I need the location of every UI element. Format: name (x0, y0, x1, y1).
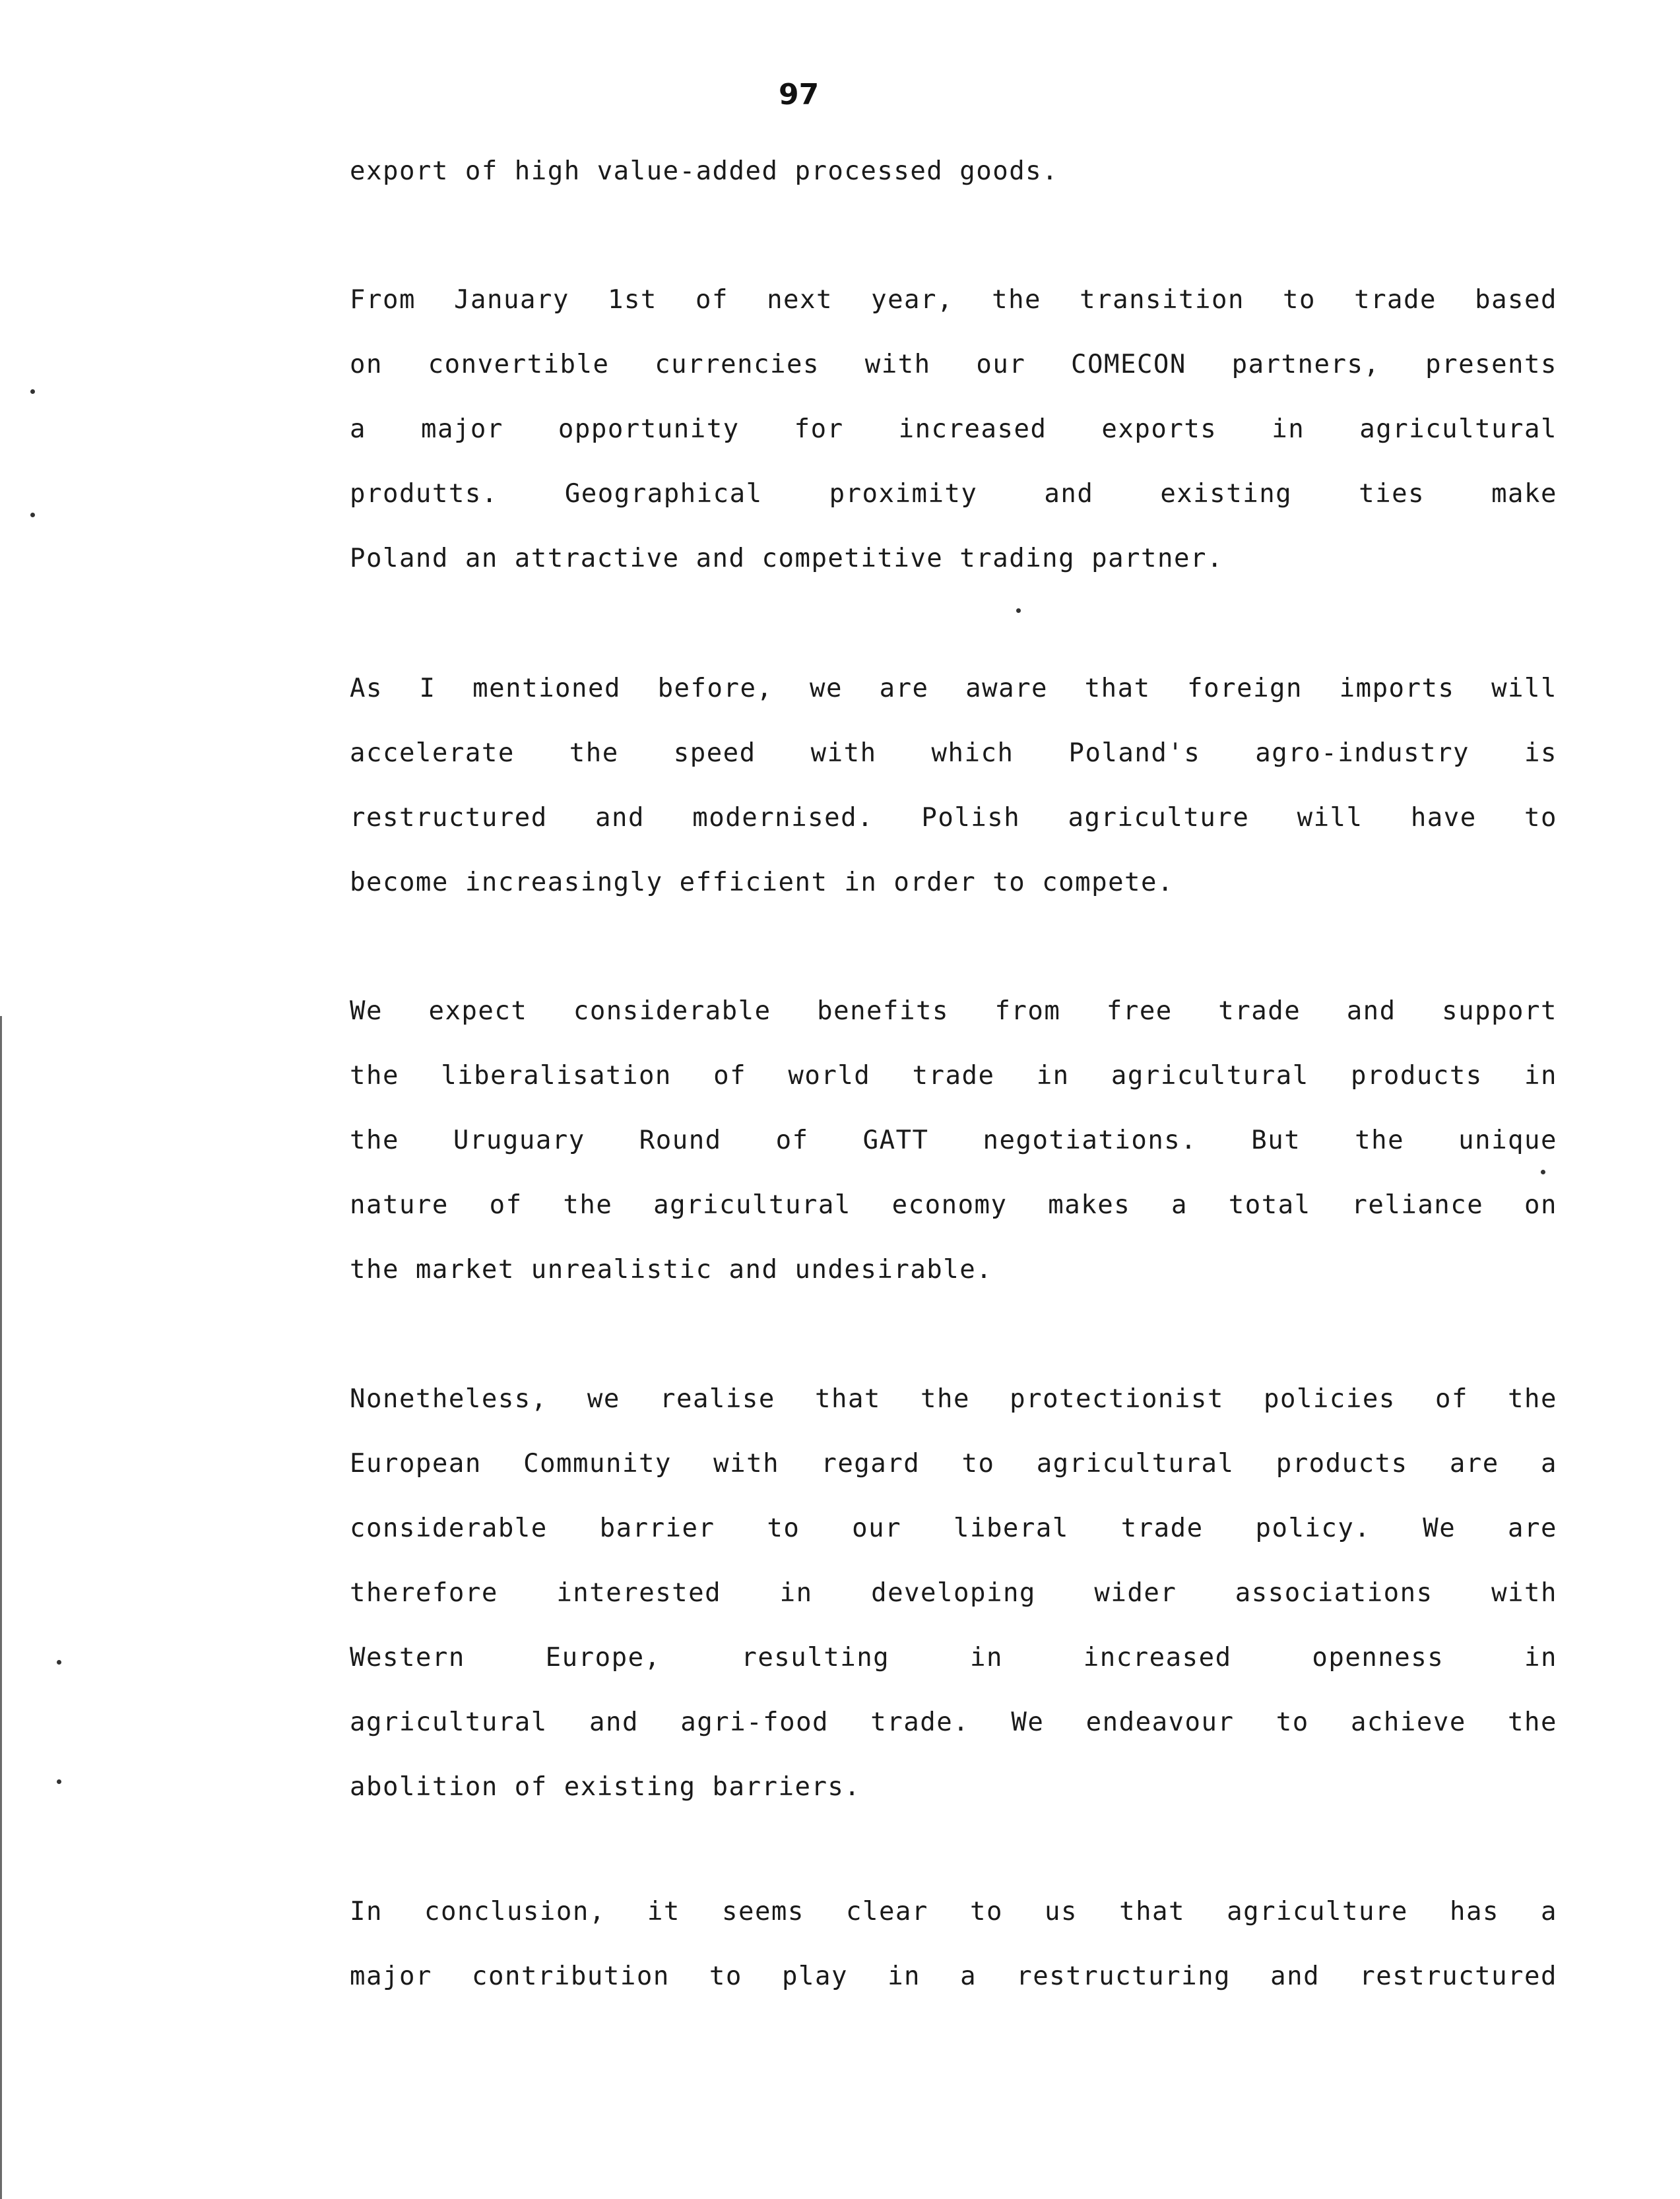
scan-speck (57, 1660, 61, 1665)
text-line: the liberalisation of world trade in agricultural products in (350, 1061, 1557, 1091)
text-line: As I mentioned before, we are aware that foreign imports will (350, 674, 1557, 703)
text-line: on convertible currencies with our COMECON partners, presents (350, 350, 1557, 379)
text-line: accelerate the speed with which Poland's agro-industry is (350, 738, 1557, 768)
text-line: nature of the agricultural economy makes a total reliance on (350, 1190, 1557, 1220)
text-line: the market unrealistic and undesirable. (350, 1255, 993, 1285)
text-line: agricultural and agri-food trade. We endeavour to achieve the (350, 1707, 1557, 1737)
text-line: a major opportunity for increased exports in agricultural (350, 414, 1557, 444)
text-line: export of high value-added processed goods. (350, 156, 1059, 186)
scan-speck (30, 513, 35, 517)
text-line: Poland an attractive and competitive trading partner. (350, 544, 1223, 573)
text-line: Western Europe, resulting in increased openness in (350, 1643, 1557, 1673)
text-line: In conclusion, it seems clear to us that agriculture has a (350, 1897, 1557, 1927)
scan-speck (30, 389, 35, 394)
text-line: major contribution to play in a restructuring and restructured (350, 1961, 1557, 1991)
page-number: 97 (779, 78, 820, 112)
text-line: become increasingly efficient in order to compete. (350, 868, 1174, 897)
scan-speck (57, 1779, 61, 1784)
text-line: We expect considerable benefits from free trade and support (350, 996, 1557, 1026)
text-line: produtts. Geographical proximity and existing ties make (350, 479, 1557, 509)
text-line: From January 1st of next year, the transition to trade based (350, 285, 1557, 315)
text-line: Nonetheless, we realise that the protectionist policies of the (350, 1384, 1557, 1414)
text-line: restructured and modernised. Polish agriculture will have to (350, 803, 1557, 833)
text-line: therefore interested in developing wider associations with (350, 1578, 1557, 1608)
paragraph (350, 979, 1557, 1302)
paragraph (350, 1367, 1557, 1820)
paragraph (350, 656, 1557, 915)
text-line: considerable barrier to our liberal trade policy. We are (350, 1514, 1557, 1543)
paragraph (350, 268, 1557, 591)
paragraph (350, 139, 1557, 204)
paragraph (350, 1880, 1557, 2009)
text-line: the Uruguary Round of GATT negotiations. But the unique (350, 1126, 1557, 1155)
page-edge-line (0, 1016, 2, 2199)
text-line: European Community with regard to agricultural products are a (350, 1449, 1557, 1479)
text-line: abolition of existing barriers. (350, 1772, 861, 1802)
scan-speck (1016, 608, 1021, 613)
